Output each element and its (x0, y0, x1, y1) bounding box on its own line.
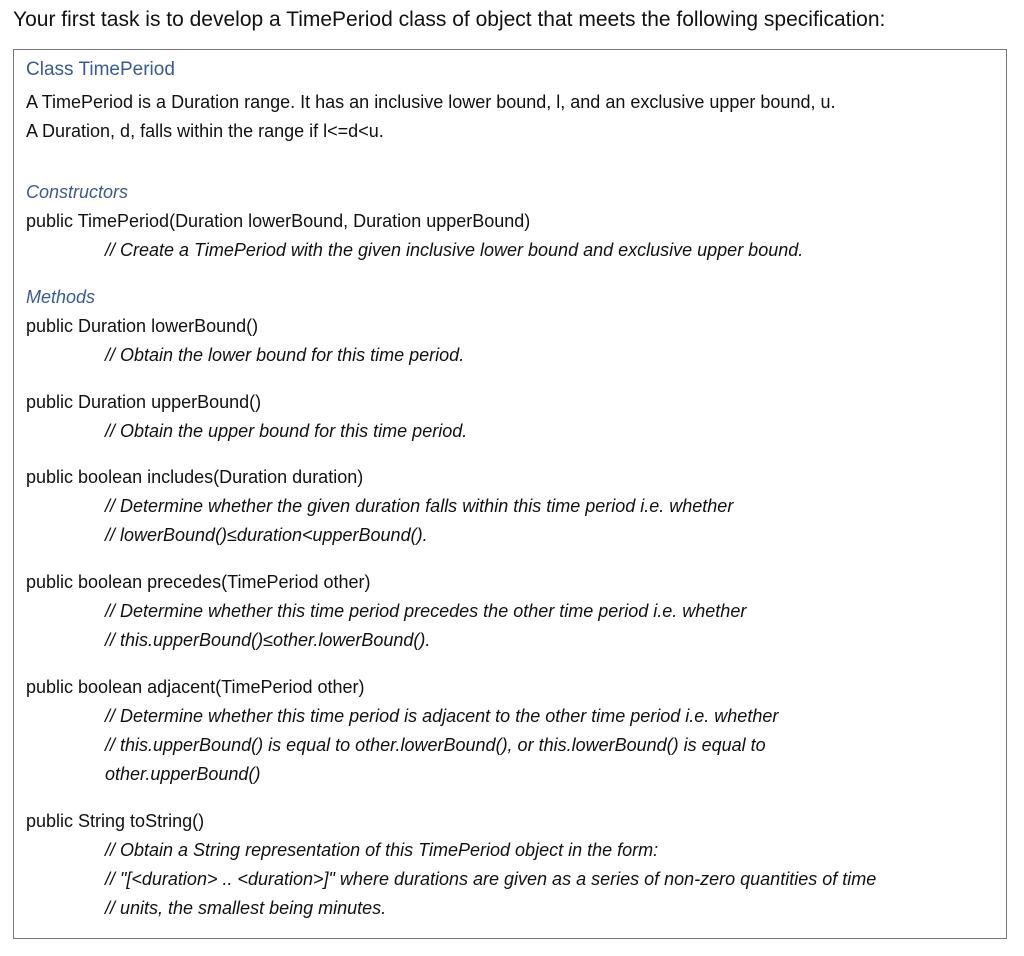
method-comment: // units, the smallest being minutes. (105, 898, 387, 918)
intro-text: Your first task is to develop a TimePeriod class of object that meets the following specification: (13, 8, 886, 31)
constructor-comment: // Create a TimePeriod with the given inclusive lower bound and exclusive upper bound. (105, 240, 804, 260)
method-comment: // Obtain a String representation of this TimePeriod object in the form: (105, 840, 659, 860)
method-comment: // Determine whether this time period is adjacent to the other time period i.e. whether (105, 706, 779, 726)
method-comment: other.upperBound() (105, 764, 261, 784)
description-line: A TimePeriod is a Duration range. It has an inclusive lower bound, l, and an exclusive upper bound, u. (26, 92, 836, 112)
methods-heading: Methods (26, 287, 96, 307)
method-signature-adjacent: public boolean adjacent(TimePeriod other) (26, 677, 365, 697)
constructor-signature: public TimePeriod(Duration lowerBound, Duration upperBound) (26, 211, 531, 231)
method-comment: // lowerBound()≤duration<upperBound(). (105, 525, 428, 545)
method-signature-includes: public boolean includes(Duration duration) (26, 467, 364, 487)
method-comment: // Obtain the upper bound for this time period. (105, 421, 468, 441)
class-heading: Class TimePeriod (26, 59, 175, 80)
constructors-heading: Constructors (26, 182, 129, 202)
method-signature-precedes: public boolean precedes(TimePeriod other) (26, 572, 371, 592)
method-comment: // Determine whether this time period precedes the other time period i.e. whether (105, 601, 747, 621)
method-signature-lowerbound: public Duration lowerBound() (26, 316, 259, 336)
method-comment: // this.upperBound()≤other.lowerBound(). (105, 630, 431, 650)
description-line: A Duration, d, falls within the range if l<=d<u. (26, 121, 384, 141)
method-signature-tostring: public String toString() (26, 811, 205, 831)
method-comment: // Obtain the lower bound for this time period. (105, 345, 465, 365)
method-comment: // this.upperBound() is equal to other.lowerBound(), or this.lowerBound() is equal to (105, 735, 766, 755)
method-comment: // "[<duration> .. <duration>]" where durations are given as a series of non-zero quantities of time (105, 869, 877, 889)
specification-box (13, 49, 1007, 939)
method-comment: // Determine whether the given duration falls within this time period i.e. whether (105, 496, 734, 516)
method-signature-upperbound: public Duration upperBound() (26, 392, 262, 412)
